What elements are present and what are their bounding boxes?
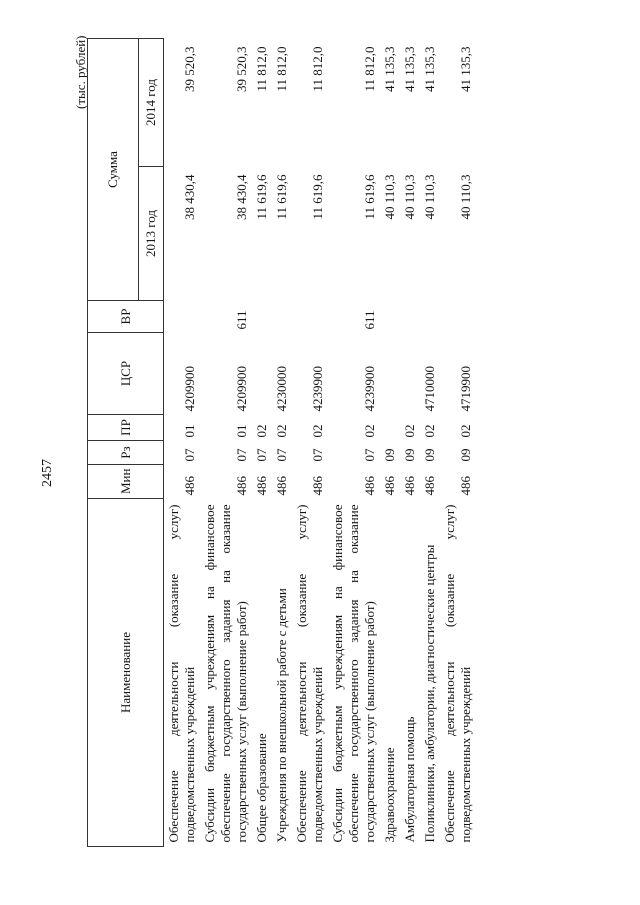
row-rz: 09 [402, 448, 417, 462]
row-sum-2014: 11 812,0 [254, 46, 269, 92]
row-min: 486 [362, 476, 377, 496]
row-min: 486 [182, 476, 197, 496]
row-vr [164, 301, 201, 333]
header-csr: ЦСР [88, 333, 164, 415]
table-row [200, 39, 252, 847]
header-rz: Рз [88, 441, 164, 465]
header-year-2013: 2013 год [139, 167, 164, 301]
row-vr [380, 301, 400, 333]
row-csr: 4209900 [234, 366, 249, 412]
row-sum-2014: 39 520,3 [234, 46, 249, 92]
table-row [164, 39, 201, 847]
row-vr [400, 301, 420, 333]
header-pr: ПР [88, 415, 164, 441]
row-csr [380, 333, 400, 415]
row-csr: 4719900 [458, 366, 473, 412]
table-row [420, 39, 440, 847]
row-sum-2013: 38 430,4 [182, 174, 197, 220]
row-csr: 4710000 [422, 366, 437, 412]
row-sum-2013: 11 619,6 [274, 174, 289, 220]
row-min: 486 [310, 476, 325, 496]
row-pr: 02 [254, 424, 269, 438]
row-rz: 09 [458, 448, 473, 462]
row-pr: 01 [234, 424, 249, 438]
row-min: 486 [274, 476, 289, 496]
header-name: Наименование [88, 499, 164, 847]
row-sum-2014: 41 135,3 [402, 46, 417, 92]
row-csr [400, 333, 420, 415]
row-csr: 4209900 [182, 366, 197, 412]
row-rz: 07 [234, 448, 249, 462]
table-row [400, 39, 420, 847]
page-number: 2457 [40, 459, 55, 487]
table-row [380, 39, 400, 847]
row-rz: 07 [310, 448, 325, 462]
table-header [88, 39, 164, 847]
row-min: 486 [422, 476, 437, 496]
row-rz: 09 [382, 448, 397, 462]
row-rz: 09 [422, 448, 437, 462]
row-pr: 02 [458, 424, 473, 438]
row-csr: 4239900 [362, 366, 377, 412]
header-vr: ВР [88, 301, 164, 333]
row-pr: 01 [182, 424, 197, 438]
row-name: Обеспечение деятельности (оказание услуг) подведомственных учреждений [166, 504, 197, 843]
row-sum-2013: 11 619,6 [254, 174, 269, 220]
row-sum-2014: 11 812,0 [310, 46, 325, 92]
row-sum-2013: 40 110,3 [382, 174, 397, 220]
header-year-2014: 2014 год [139, 39, 164, 167]
row-name: Субсидии бюджетным учреждениям на финансовое обеспечение государственного задания на оказание государственных услуг (выполнение работ) [202, 504, 249, 843]
row-min: 486 [402, 476, 417, 496]
row-rz: 07 [254, 448, 269, 462]
row-name: Субсидии бюджетным учреждениям на финансовое обеспечение государственного задания на оказание государственных услуг (выполнение работ) [330, 504, 377, 843]
row-vr: 611 [234, 310, 249, 330]
row-name: Амбулаторная помощь [402, 716, 417, 843]
row-name: Обеспечение деятельности (оказание услуг) подведомственных учреждений [442, 504, 473, 843]
row-pr: 02 [422, 424, 437, 438]
row-rz: 07 [182, 448, 197, 462]
row-min: 486 [254, 476, 269, 496]
row-min: 486 [458, 476, 473, 496]
row-vr [440, 301, 478, 333]
row-rz: 07 [362, 448, 377, 462]
row-name: Поликлиники, амбулатории, диагностические центры [422, 544, 437, 843]
row-sum-2014: 11 812,0 [274, 46, 289, 92]
row-sum-2014: 11 812,0 [362, 46, 377, 92]
row-pr: 02 [362, 424, 377, 438]
row-name: Здравоохранение [382, 747, 397, 843]
table-row [328, 39, 380, 847]
row-sum-2013: 40 110,3 [458, 174, 473, 220]
row-min: 486 [382, 476, 397, 496]
row-sum-2013: 11 619,6 [362, 174, 377, 220]
row-sum-2014: 41 135,3 [422, 46, 437, 92]
row-pr: 02 [310, 424, 325, 438]
table-row [252, 39, 272, 847]
row-sum-2014: 39 520,3 [182, 46, 197, 92]
budget-table [87, 38, 478, 847]
row-vr [420, 301, 440, 333]
table-row [272, 39, 292, 847]
header-sum: Сумма [88, 39, 139, 301]
row-sum-2013: 38 430,4 [234, 174, 249, 220]
table-row [292, 39, 328, 847]
row-csr [252, 333, 272, 415]
row-sum-2013: 11 619,6 [310, 174, 325, 220]
row-name: Учреждения по внешкольной работе с детьми [274, 588, 289, 843]
row-pr: 02 [274, 424, 289, 438]
row-pr: 02 [402, 424, 417, 438]
row-sum-2013: 40 110,3 [402, 174, 417, 220]
row-pr [380, 415, 400, 441]
table-body [164, 39, 479, 847]
row-csr: 4239900 [310, 366, 325, 412]
row-sum-2014: 41 135,3 [382, 46, 397, 92]
row-vr: 611 [362, 310, 377, 330]
units-note: (тыс. рублей) [73, 35, 88, 109]
row-vr [272, 301, 292, 333]
row-name: Обеспечение деятельности (оказание услуг) подведомственных учреждений [294, 504, 325, 843]
row-sum-2013: 40 110,3 [422, 174, 437, 220]
row-min: 486 [234, 476, 249, 496]
row-vr [252, 301, 272, 333]
row-vr [292, 301, 328, 333]
table-row [440, 39, 478, 847]
row-name: Общее образование [254, 733, 269, 843]
row-sum-2014: 41 135,3 [458, 46, 473, 92]
row-csr: 4230000 [274, 366, 289, 412]
row-rz: 07 [274, 448, 289, 462]
header-min: Мин [88, 465, 164, 499]
